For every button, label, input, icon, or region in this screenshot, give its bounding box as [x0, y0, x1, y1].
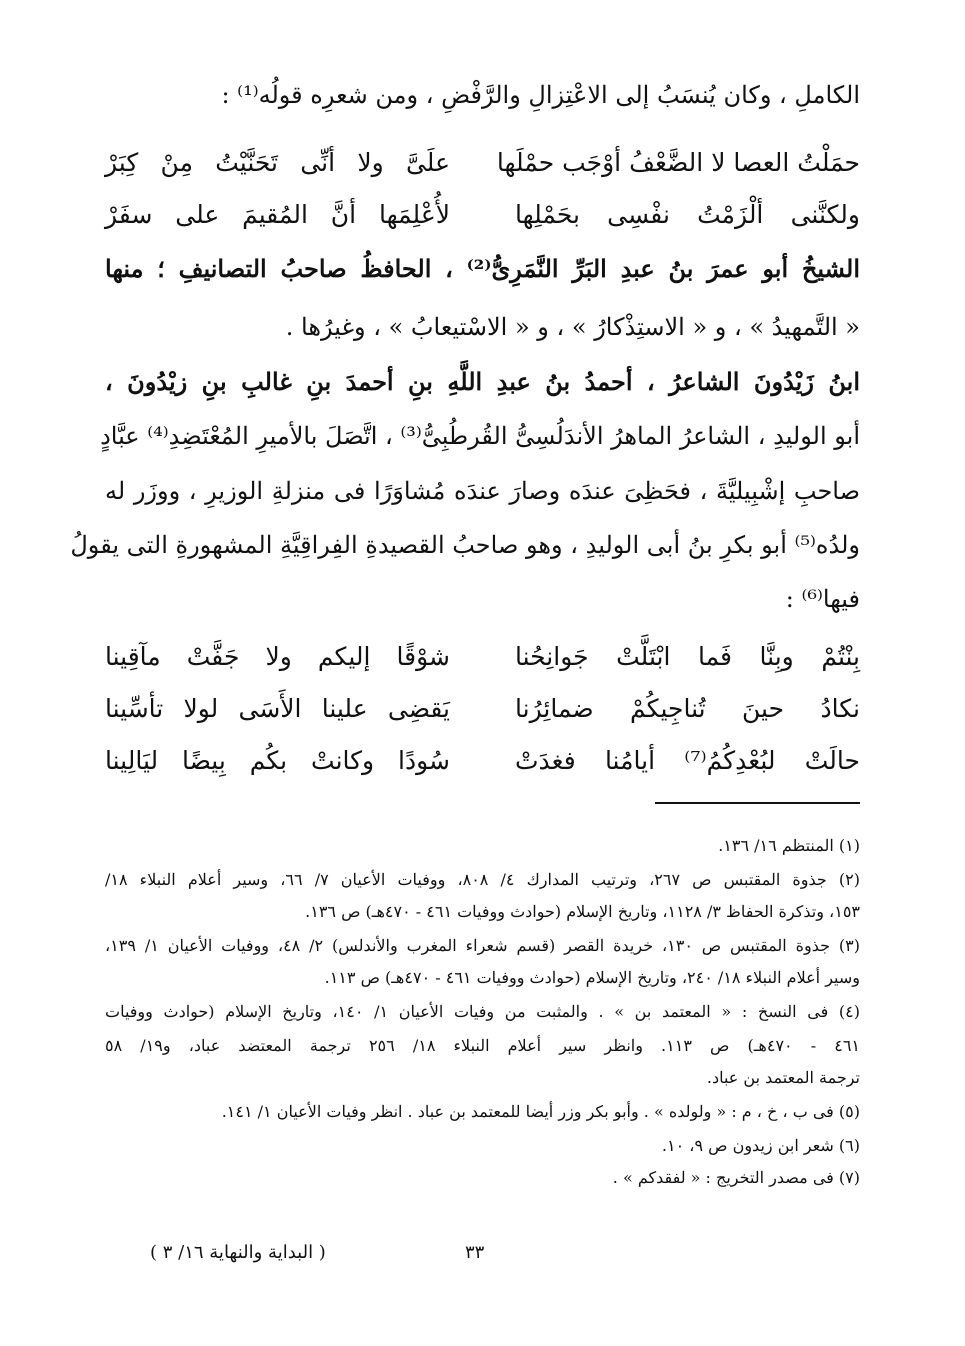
footnote-2-line2: ١٥٣، وتذكرة الحفاظ ٣/ ١١٢٨، وتاريخ الإسلام (حوادث ووفيات ٤٦١ - ٤٧٠هـ) ص ١٣٦.	[305, 902, 860, 921]
footnote-1: (١) المنتظم ١٦/ ١٣٦.	[718, 836, 860, 855]
poem1-verse2-first-hemistich: ولكنَّنى ألْزَمْتُ نفْسِى بحَمْلِها	[515, 200, 860, 229]
body-line-intro: الكاملِ ، وكان يُنسَبُ إلى الاعْتِزالِ والرَّفْضِ ، ومن شعرِه قولُه⁽¹⁾ :	[221, 81, 860, 109]
footnote-4-line2: ٤٦١ - ٤٧٠هـ) ص ١١٣. وانظر سير أعلام النبلاء ١٨/ ٢٥٦ ترجمة المعتضد عباد، و١٩/ ٥٨	[105, 1036, 861, 1055]
poem2-verse1-second-hemistich: شوْقًا إليكم ولا جَفَّتْ مآقِينا	[105, 642, 450, 671]
footnote-3-line2: وسير أعلام النبلاء ١٨/ ٢٤٠، وتاريخ الإسلام (حوادث ووفيات ٤٦١ - ٤٧٠هـ) ص ١١٣.	[324, 968, 860, 987]
body-line-ibn-zaydun-4: ولدُه⁽⁵⁾ أبو بكرِ بنُ أبى الوليدِ ، وهو صاحبُ القصيدةِ الفِراقِيَّةِ المشهورةِ التى يقولُ	[70, 531, 860, 559]
entry-heading-ibn-zaydun: ابنُ زَيْدُونَ الشاعرُ ، أحمدُ بنُ عبدِ اللَّهِ بنِ أحمدَ بنِ غالبِ بنِ زيْدُونَ ،	[105, 367, 860, 396]
entry-heading-ibn-abd-al-barr: الشيخُ أبو عمرَ بنُ عبدِ البَرِّ النَّمَرِىُّ⁽²⁾ ، الحافظُ صاحبُ التصانيفِ ؛ منها	[105, 254, 861, 283]
footnote-4-line1: (٤) فى النسخ : « المعتمد بن » . والمثبت من وفيات الأعيان ١/ ١٤٠، وتاريخ الإسلام (حوادث ووفيات	[105, 1002, 860, 1021]
footnote-5: (٥) فى ب ، خ ، م : « ولولده » . وأبو بكر وزر أيضا للمعتمد بن عباد . انظر وفيات الأعيان ١/ ١٤١.	[221, 1102, 860, 1121]
poem2-verse1-first-hemistich: بِنْتُمْ وبِنَّا فَما ابْتَلَّتْ جَوانِحُنا	[515, 642, 860, 671]
poem2-verse2-first-hemistich: نكادُ حينَ تُناجِيكُمْ ضمائِرُنا	[515, 694, 860, 723]
body-line-works: « التَّمهيدُ » ، و « الاستِذْكارُ » ، و « الاسْتيعابُ » ، وغيرُها .	[285, 313, 860, 341]
page-number: ٣٣	[465, 1242, 485, 1263]
poem1-verse1-second-hemistich: علَىَّ ولا أنِّى تَحَنَّيْتُ مِنْ كِبَرْ	[105, 148, 450, 177]
body-line-ibn-zaydun-3: صاحبِ إشْبِيليَّةَ ، فحَظِىَ عندَه وصارَ عندَه مُشاوَرًا فى منزلةِ الوزيرِ ، ووزَر له	[105, 477, 860, 505]
footnote-2-line1: (٢) جذوة المقتبس ص ٢٦٧، وترتيب المدارك ٤/ ٨٠٨، ووفيات الأعيان ٧/ ٦٦، وسير أعلام النبلاء ١٨/	[105, 870, 861, 889]
body-line-ibn-zaydun-2: أبو الوليدِ ، الشاعرُ الماهرُ الأندَلُسِىُّ القُرطُبِىُّ⁽³⁾ ، اتَّصَلَ بالأميرِ المُعْتَضِدِ⁽⁴⁾ عبَّادٍ	[100, 422, 860, 450]
poem1-verse1-first-hemistich: حمَلْتُ العصا لا الضَّعْفُ أوْجَب حمْلَها	[496, 148, 860, 177]
body-line-ibn-zaydun-5: فيها⁽⁶⁾ :	[785, 585, 860, 613]
footnote-6: (٦) شعر ابن زيدون ص ٩، ١٠.	[661, 1136, 860, 1155]
footnote-7: (٧) فى مصدر التخريج : « لفقدكم » .	[612, 1168, 860, 1187]
footnote-4-line3: ترجمة المعتمد بن عباد.	[706, 1068, 860, 1087]
footnote-separator	[655, 802, 860, 804]
footnote-3-line1: (٣) جذوة المقتبس ص ١٣٠، خريدة القصر (قسم شعراء المغرب والأندلس) ٢/ ٤٨، ووفيات الأعيان ١/ ١٣٩،	[105, 936, 860, 955]
poem2-verse3-first-hemistich: حالَتْ لبُعْدِكُمُ⁽⁷⁾ أيامُنا فغدَتْ	[515, 746, 860, 775]
poem1-verse2-second-hemistich: لأُعْلِمَها أنَّ المُقيمَ على سفَرْ	[105, 200, 450, 229]
running-title: ( البداية والنهاية ١٦/ ٣ )	[150, 1242, 326, 1263]
poem2-verse2-second-hemistich: يَقضِى علينا الأَسَى لولا تأسِّينا	[105, 694, 450, 723]
poem2-verse3-second-hemistich: سُودًا وكانتْ بكُم بِيضًا ليَالِينا	[105, 746, 450, 775]
